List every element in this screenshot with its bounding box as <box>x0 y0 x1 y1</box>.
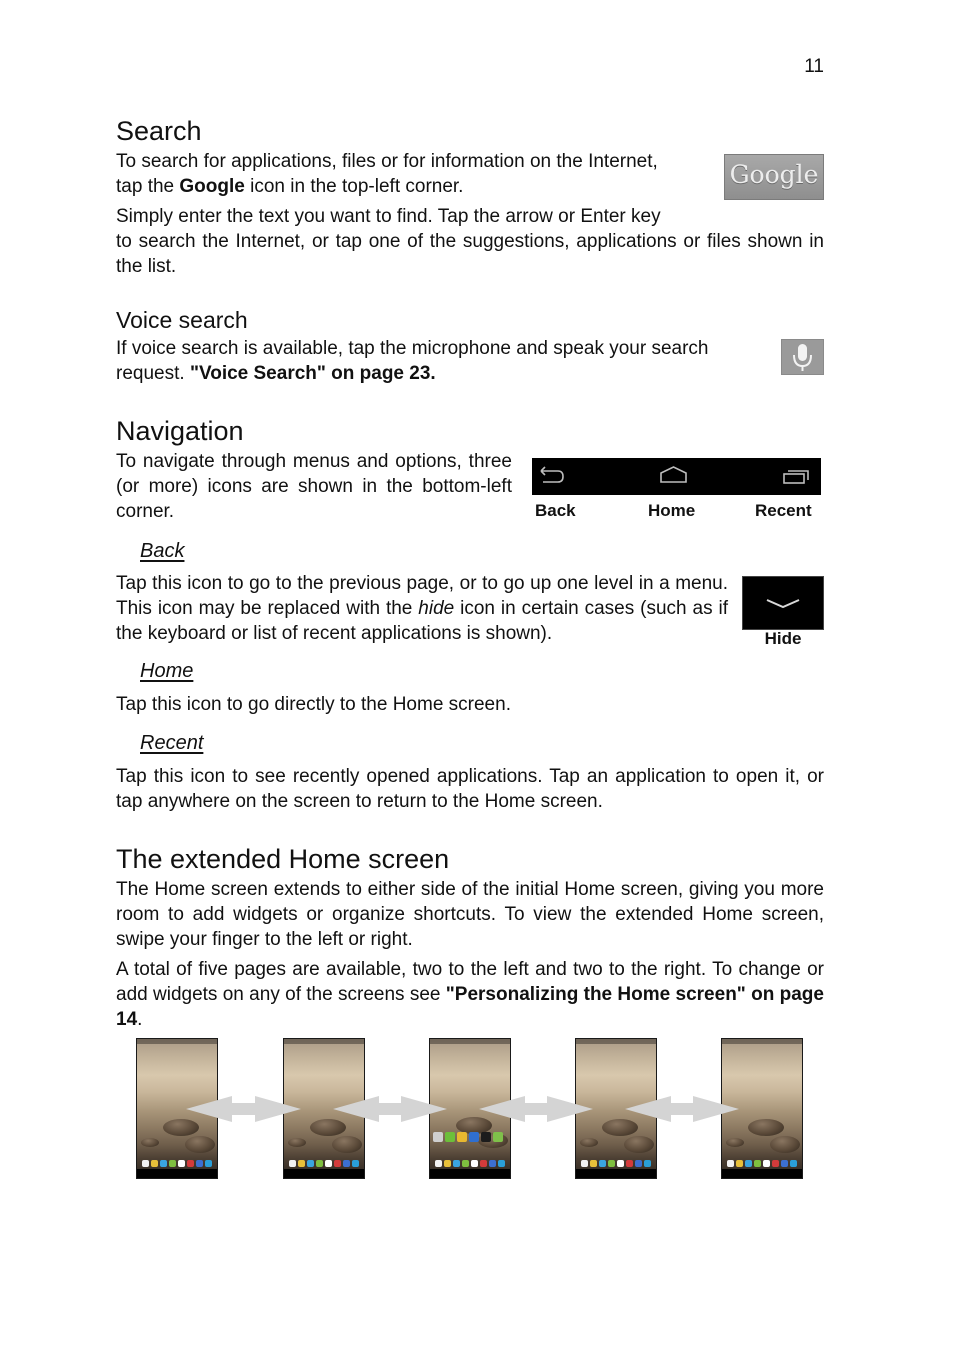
section-heading-navigation: Navigation <box>116 416 244 446</box>
subheading-recent: Recent <box>140 732 204 754</box>
extended-home-paragraph-2: A total of five pages are available, two to the left and two to the right. To change or add widgets on any of the screens see "Personalizing the Home screen" on page 14. <box>116 959 824 1030</box>
search-paragraph-1-line-2: tap the Google icon in the top-left corner. <box>116 176 464 197</box>
search-paragraph-1-line-1: To search for applications, files or for information on the Internet, <box>116 151 658 172</box>
recent-label: Recent <box>755 501 812 520</box>
extended-home-paragraph-1: The Home screen extends to either side of the initial Home screen, giving you more room to add widgets or organize shortcuts. To view the extended Home screen, swipe your finger to the left or right. <box>116 879 824 950</box>
subheading-back: Back <box>140 540 185 562</box>
voice-search-line-2: request. "Voice Search" on page 23. <box>116 363 436 384</box>
back-description: Tap this icon to go to the previous page, or to go up one level in a menu. This icon may be replaced with the hide icon in certain cases (such as if the keyboard or list of recent applications is shown). <box>116 573 728 644</box>
home-description: Tap this icon to go directly to the Home screen. <box>116 694 511 715</box>
hide-label: Hide <box>764 629 802 648</box>
section-heading-extended-home: The extended Home screen <box>116 844 450 874</box>
double-arrow-icon <box>479 1096 593 1122</box>
search-paragraph-2-rest: to search the Internet, or tap one of the suggestions, applications or files shown in the list. <box>116 231 824 277</box>
voice-search-line-1: If voice search is available, tap the microphone and speak your search <box>116 338 709 359</box>
double-arrow-icon <box>625 1096 739 1122</box>
subheading-home: Home <box>140 660 194 682</box>
home-label: Home <box>648 501 696 520</box>
double-arrow-icon <box>333 1096 447 1122</box>
google-logo-icon[interactable]: Google <box>724 154 824 200</box>
section-heading-search: Search <box>116 116 202 146</box>
navigation-intro: To navigate through menus and options, three (or more) icons are shown in the bottom-left corner. <box>116 451 512 522</box>
page-number: 11 <box>804 56 824 77</box>
section-heading-voice-search: Voice search <box>116 307 248 333</box>
double-arrow-icon <box>186 1096 301 1122</box>
back-label: Back <box>535 501 576 520</box>
recent-description: Tap this icon to see recently opened applications. Tap an application to open it, or tap anywhere on the screen to return to the Home screen. <box>116 766 824 812</box>
search-paragraph-2-line-1: Simply enter the text you want to find. Tap the arrow or Enter key <box>116 206 661 227</box>
